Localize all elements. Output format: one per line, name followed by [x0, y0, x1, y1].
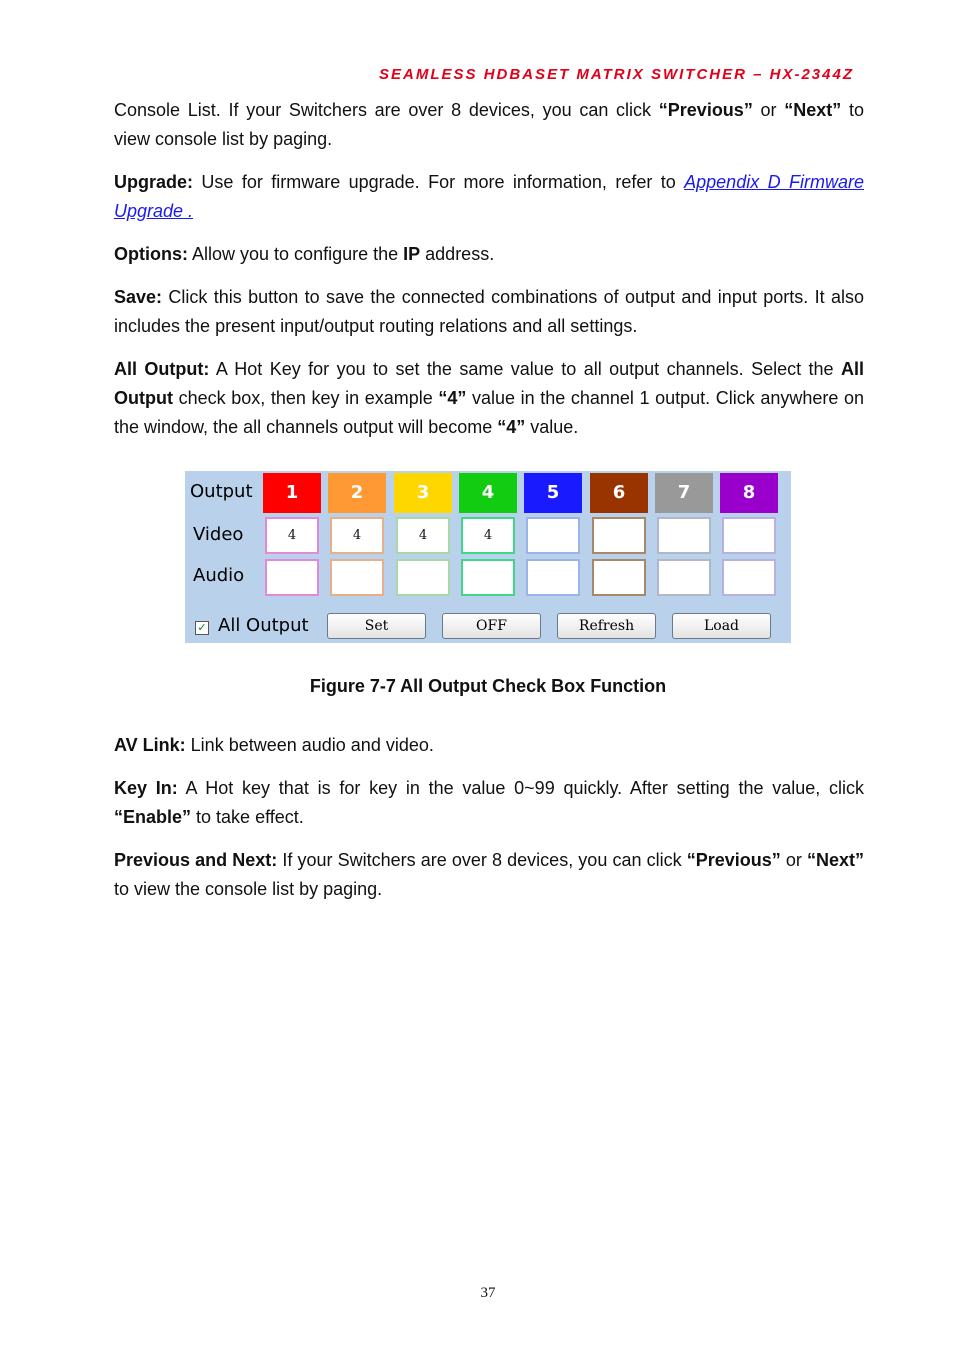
bold-ip: IP — [403, 244, 421, 264]
body-text-bottom — [114, 731, 864, 918]
audio-input-8[interactable] — [722, 559, 776, 596]
page-header: SEAMLESS HDBASET MATRIX SWITCHER – HX-2344Z — [379, 66, 854, 83]
bold-next: “Next” — [784, 100, 842, 120]
text: Click this button to save the connected combinations of output and input ports. It also includes the present input/output routing relations and all settings. — [114, 287, 864, 336]
page-number: 37 — [480, 1285, 496, 1301]
channel-header-8: 8 — [720, 473, 778, 513]
refresh-button[interactable]: Refresh — [557, 613, 656, 639]
audio-input-5[interactable] — [526, 559, 580, 596]
text: to view the console list by paging. — [114, 879, 383, 899]
audio-input-1[interactable] — [265, 559, 319, 596]
text: value. — [525, 417, 579, 437]
text: Allow you to configure the — [188, 244, 404, 264]
label-upgrade: Upgrade: — [114, 172, 194, 192]
video-input-3[interactable]: 4 — [396, 517, 450, 554]
set-button[interactable]: Set — [327, 613, 426, 639]
paragraph-save — [114, 283, 864, 341]
bold-all-output: All Output — [114, 359, 864, 408]
video-input-1[interactable]: 4 — [265, 517, 319, 554]
audio-input-4[interactable] — [461, 559, 515, 596]
channel-header-1: 1 — [263, 473, 321, 513]
text: address. — [420, 244, 495, 264]
label-previous-next: Previous and Next: — [114, 850, 278, 870]
bold-4: “4” — [438, 388, 467, 408]
row-label-audio: Audio — [193, 565, 245, 586]
audio-input-2[interactable] — [330, 559, 384, 596]
row-label-output: Output — [190, 481, 253, 502]
bold-next: “Next” — [806, 850, 864, 870]
off-button[interactable]: OFF — [442, 613, 541, 639]
label-options: Options: — [114, 244, 188, 264]
figure-caption: Figure 7-7 All Output Check Box Function — [309, 676, 667, 696]
all-output-label: All Output — [218, 615, 309, 636]
channel-header-7: 7 — [655, 473, 713, 513]
appendix-d-link[interactable]: Appendix D Firmware Upgrade . — [114, 172, 864, 221]
audio-input-7[interactable] — [657, 559, 711, 596]
text: or — [780, 850, 807, 870]
audio-input-3[interactable] — [396, 559, 450, 596]
channel-header-4: 4 — [459, 473, 517, 513]
channel-header-3: 3 — [394, 473, 452, 513]
text: check box, then key in example — [172, 388, 439, 408]
label-av-link: AV Link: — [114, 735, 186, 755]
text: Use for firmware upgrade. For more information, refer to — [193, 172, 685, 192]
load-button[interactable]: Load — [672, 613, 771, 639]
bold-4: “4” — [497, 417, 526, 437]
all-output-figure — [185, 471, 791, 643]
channel-header-2: 2 — [328, 473, 386, 513]
row-label-video: Video — [193, 524, 244, 545]
bold-enable: “Enable” — [114, 807, 192, 827]
channel-header-6: 6 — [590, 473, 648, 513]
paragraph-key-in — [114, 774, 864, 832]
label-all-output: All Output: — [114, 359, 210, 379]
label-save: Save: — [114, 287, 163, 307]
paragraph-options — [114, 240, 864, 269]
video-input-4[interactable]: 4 — [461, 517, 515, 554]
text: Link between audio and video. — [185, 735, 434, 755]
body-text-top — [114, 96, 864, 456]
bold-previous: “Previous” — [686, 850, 781, 870]
text: A Hot Key for you to set the same value to all output channels. Select the — [209, 359, 841, 379]
paragraph-av-link — [114, 731, 864, 760]
video-input-7[interactable] — [657, 517, 711, 554]
video-input-8[interactable] — [722, 517, 776, 554]
label-key-in: Key In: — [114, 778, 178, 798]
paragraph-upgrade — [114, 168, 864, 226]
text: If your Switchers are over 8 devices, you can click — [277, 850, 687, 870]
video-input-6[interactable] — [592, 517, 646, 554]
channel-header-5: 5 — [524, 473, 582, 513]
bold-previous: “Previous” — [658, 100, 753, 120]
text: Console List. If your Switchers are over 8 devices, you can click — [114, 100, 659, 120]
text: to view console list by paging. — [114, 100, 865, 149]
text: value in the channel 1 output. Click anywhere on the window, the all channels output will become — [114, 388, 865, 437]
text: to take effect. — [191, 807, 304, 827]
paragraph-all-output — [114, 355, 864, 442]
text: A Hot key that is for key in the value 0~99 quickly. After setting the value, click — [177, 778, 864, 798]
video-input-2[interactable]: 4 — [330, 517, 384, 554]
paragraph-console — [114, 96, 864, 154]
video-input-5[interactable] — [526, 517, 580, 554]
paragraph-previous-next — [114, 846, 864, 904]
all-output-checkbox[interactable]: ✓ — [195, 621, 209, 635]
text: or — [752, 100, 785, 120]
audio-input-6[interactable] — [592, 559, 646, 596]
